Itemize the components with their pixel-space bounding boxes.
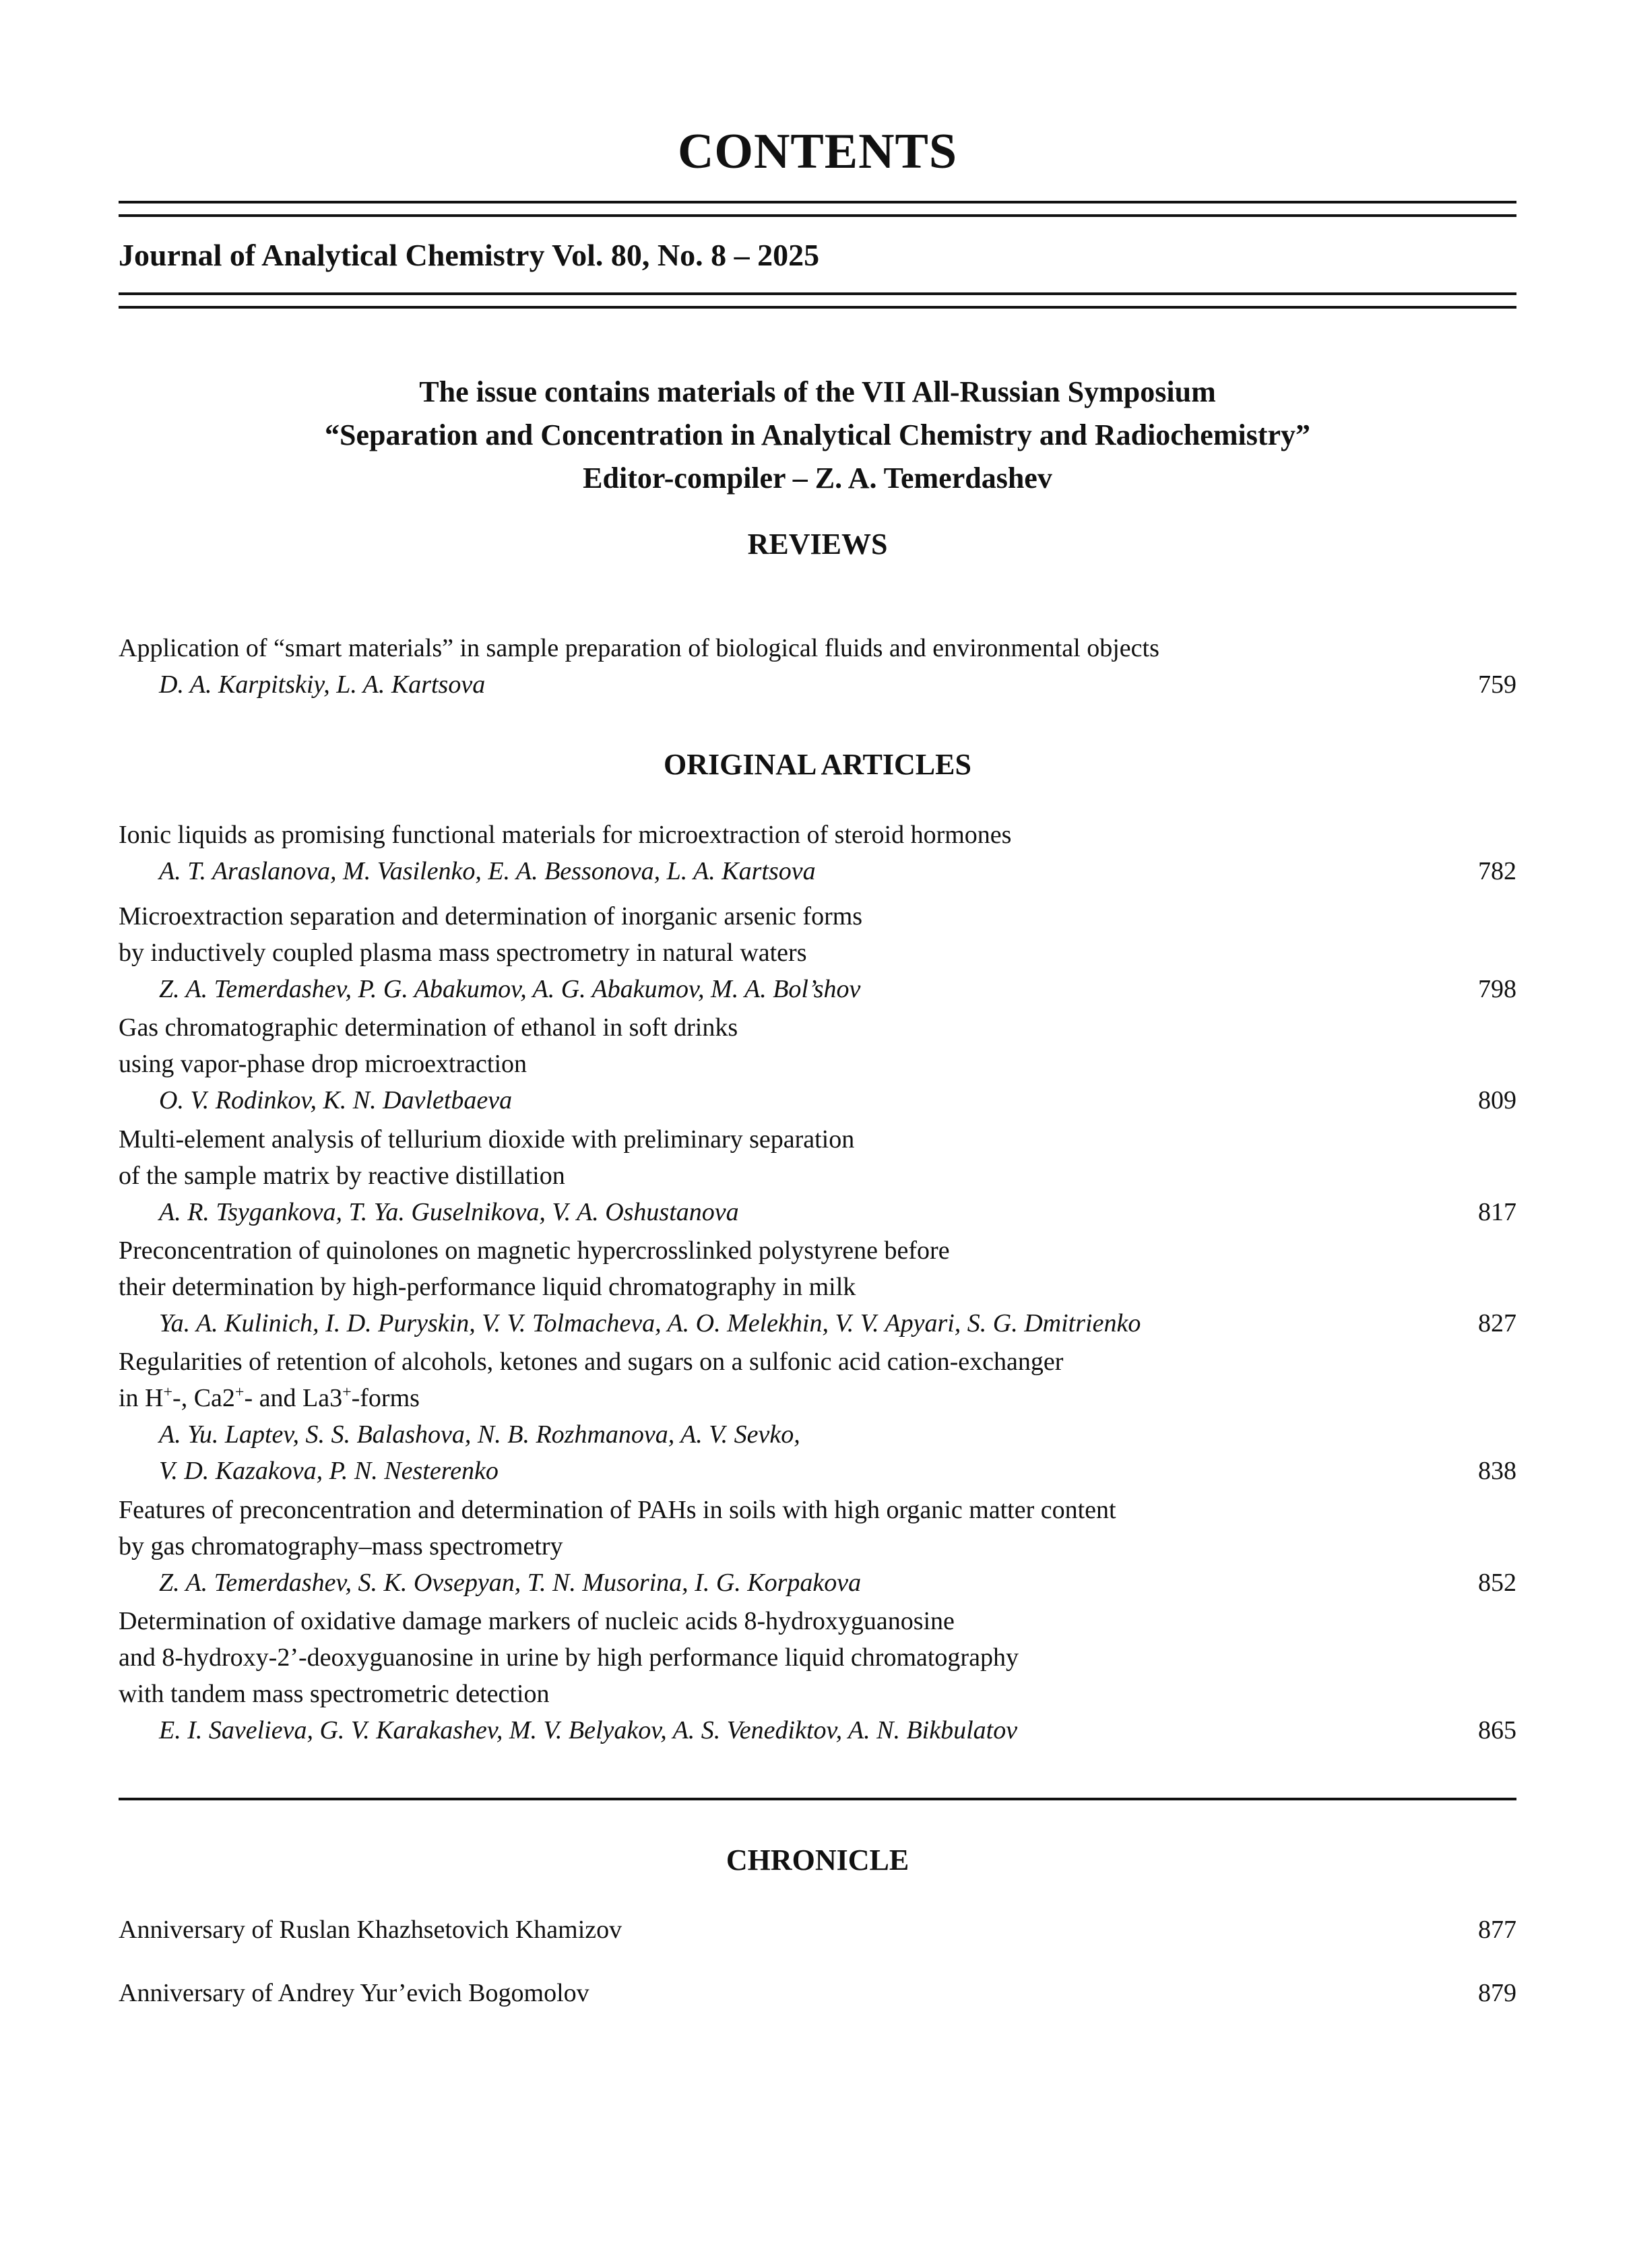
entry-page: 852: [1478, 1569, 1516, 1597]
toc-entry[interactable]: [119, 1121, 1516, 1230]
entry-title: by inductively coupled plasma mass spectrometry in natural waters: [119, 939, 807, 967]
toc-entry[interactable]: [119, 1603, 1516, 1749]
entry-title: Application of “smart materials” in sample preparation of biological fluids and environmental objects: [119, 634, 1159, 662]
double-rule-top: [119, 201, 1516, 217]
entry-title: by gas chromatography–mass spectrometry: [119, 1532, 563, 1561]
toc-entry[interactable]: [119, 1344, 1516, 1489]
section-heading-reviews: REVIEWS: [747, 528, 888, 561]
chronicle-title: Anniversary of Andrey Yur’evich Bogomolov: [119, 1979, 589, 2007]
entry-authors: A. R. Tsygankova, T. Ya. Guselnikova, V. A. Oshustanova: [159, 1198, 739, 1226]
entry-title: with tandem mass spectrometric detection: [119, 1680, 550, 1708]
entry-title: and 8-hydroxy-2’-deoxyguanosine in urine by high performance liquid chromatography: [119, 1643, 1019, 1672]
entry-authors: Z. A. Temerdashev, P. G. Abakumov, A. G. Abakumov, M. A. Bol’shov: [159, 975, 861, 1003]
entry-page: 798: [1478, 975, 1516, 1003]
chronicle-entry[interactable]: [119, 1975, 1516, 2011]
entry-title: of the sample matrix by reactive distillation: [119, 1162, 565, 1190]
toc-entry[interactable]: [119, 1009, 1516, 1119]
entry-title: Multi-element analysis of tellurium dioxide with preliminary separation: [119, 1125, 855, 1154]
entry-authors: O. V. Rodinkov, K. N. Davletbaeva: [159, 1086, 513, 1114]
entry-page: 782: [1478, 857, 1516, 885]
entry-authors: A. T. Araslanova, M. Vasilenko, E. A. Bessonova, L. A. Kartsova: [159, 857, 816, 885]
intro-line-2: “Separation and Concentration in Analytical Chemistry and Radiochemistry”: [324, 418, 1311, 451]
section-heading-chronicle: CHRONICLE: [726, 1844, 909, 1877]
entry-title: Regularities of retention of alcohols, ketones and sugars on a sulfonic acid cation-exchanger: [119, 1348, 1064, 1376]
entry-authors: V. D. Kazakova, P. N. Nesterenko: [159, 1457, 499, 1485]
entry-title: Preconcentration of quinolones on magnetic hypercrosslinked polystyrene before: [119, 1236, 950, 1265]
entry-title: Determination of oxidative damage markers of nucleic acids 8-hydroxyguanosine: [119, 1607, 955, 1635]
entry-title: their determination by high-performance liquid chromatography in milk: [119, 1273, 856, 1301]
chronicle-title: Anniversary of Ruslan Khazhsetovich Khamizov: [119, 1916, 622, 1944]
journal-info: Journal of Analytical Chemistry Vol. 80, No. 8 – 2025: [119, 238, 820, 272]
entry-page: 838: [1478, 1457, 1516, 1485]
entry-title: Microextraction separation and determination of inorganic arsenic forms: [119, 902, 863, 931]
page-title: CONTENTS: [677, 124, 958, 179]
toc-entry[interactable]: [119, 1492, 1516, 1601]
toc-entry[interactable]: [119, 817, 1516, 889]
section-heading-original-articles: ORIGINAL ARTICLES: [664, 748, 971, 781]
entry-page: 827: [1478, 1309, 1516, 1337]
entry-authors: Ya. A. Kulinich, I. D. Puryskin, V. V. Tolmacheva, A. O. Melekhin, V. V. Apyari, S. G. Dmitrienko: [159, 1309, 1141, 1337]
chronicle-page: 877: [1478, 1916, 1516, 1944]
entry-title: using vapor-phase drop microextraction: [119, 1050, 527, 1078]
entry-page: 865: [1478, 1716, 1516, 1744]
entry-title-forms: in H+-, Ca2+- and La3+-forms: [119, 1383, 420, 1412]
chronicle-entry[interactable]: [119, 1912, 1516, 1948]
entry-title: Gas chromatographic determination of ethanol in soft drinks: [119, 1013, 738, 1042]
entry-authors: E. I. Savelieva, G. V. Karakashev, M. V. Belyakov, A. S. Venediktov, A. N. Bikbulatov: [159, 1716, 1018, 1744]
double-rule-bottom: [119, 292, 1516, 309]
entry-page: 759: [1478, 670, 1516, 699]
intro-line-3: Editor-compiler – Z. A. Temerdashev: [583, 462, 1052, 495]
entry-title: Ionic liquids as promising functional materials for microextraction of steroid hormones: [119, 821, 1012, 849]
entry-title: Features of preconcentration and determination of PAHs in soils with high organic matter content: [119, 1496, 1116, 1524]
intro-line-1: The issue contains materials of the VII All-Russian Symposium: [419, 375, 1216, 408]
entry-authors: D. A. Karpitskiy, L. A. Kartsova: [159, 670, 486, 699]
section-divider: [119, 1798, 1516, 1800]
issue-intro: [119, 371, 1516, 500]
toc-entry[interactable]: [119, 898, 1516, 1007]
entry-page: 809: [1478, 1086, 1516, 1114]
entry-page: 817: [1478, 1198, 1516, 1226]
entry-authors: Z. A. Temerdashev, S. K. Ovsepyan, T. N. Musorina, I. G. Korpakova: [159, 1569, 862, 1597]
toc-entry[interactable]: [119, 630, 1516, 703]
toc-entry[interactable]: [119, 1232, 1516, 1342]
chronicle-page: 879: [1478, 1979, 1516, 2007]
entry-authors: A. Yu. Laptev, S. S. Balashova, N. B. Rozhmanova, A. V. Sevko,: [159, 1420, 800, 1449]
